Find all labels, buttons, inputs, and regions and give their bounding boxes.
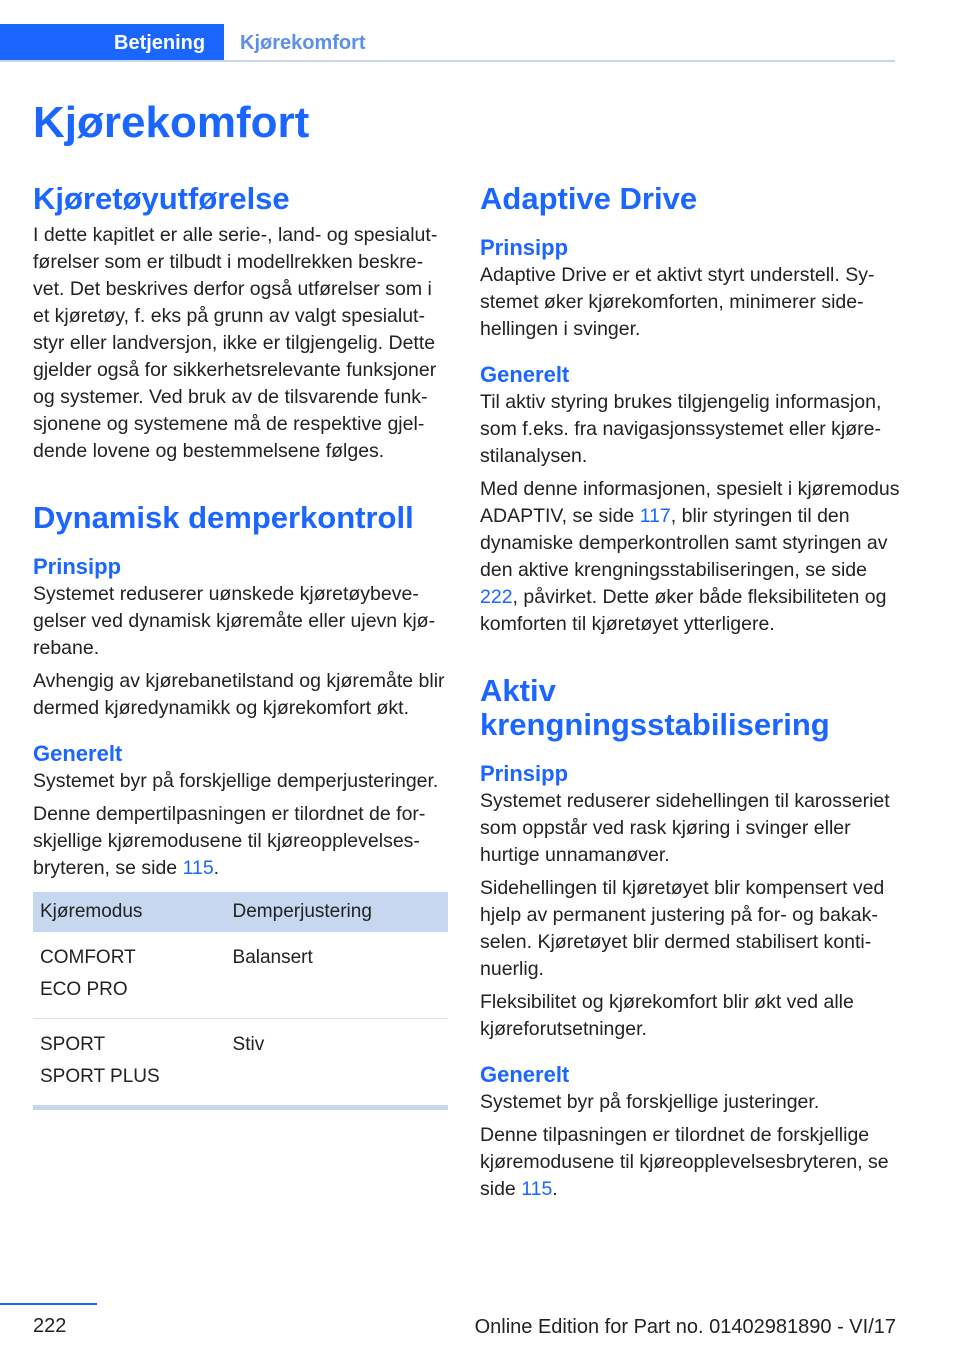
- subheading-general: Generelt: [480, 1062, 570, 1087]
- header-divider: [0, 60, 895, 62]
- section-title-active-roll-stabilization: Aktiv krengningsstabilisering: [480, 673, 830, 742]
- subheading-general: Generelt: [33, 741, 123, 766]
- paragraph: Til aktiv styring brukes tilgjengelig informasjon, som f.eks. fra navigasjonssystemet eller kjørestilanalysen.: [480, 391, 882, 467]
- page-link[interactable]: 222: [480, 586, 513, 608]
- mode-cell: ECO PRO: [40, 979, 128, 1000]
- page-link[interactable]: 115: [521, 1178, 553, 1200]
- paragraph: Avhengig av kjørebanetilstand og kjøremåte blir dermed kjøredynamikk og kjørekomfort økt.: [33, 670, 445, 719]
- section-title-dynamic-damper: Dynamisk demperkontroll: [33, 500, 414, 535]
- mode-cell: COMFORT: [40, 947, 136, 968]
- page-link[interactable]: 115: [182, 857, 214, 879]
- section-title-vehicle-version: Kjøretøyutførelse: [33, 181, 290, 216]
- subheading-general: Generelt: [480, 362, 570, 387]
- paragraph: Med denne informasjonen, spesielt i kjøremodus ADAPTIV, se side 117, blir styringen til den dynamiske demperkontrollen samt styringen av den aktive krengningsstabiliseringen, se side 222, påvirket. Dette øker både fleksibiliteten og komforten til kjøretøyet ytterligere.: [480, 478, 900, 635]
- left-column: [33, 182, 448, 1110]
- footer-divider: [0, 1303, 97, 1305]
- chapter-tab[interactable]: Kjørekomfort: [240, 32, 366, 54]
- subheading-principle: Prinsipp: [33, 554, 122, 579]
- subheading-principle: Prinsipp: [480, 235, 569, 260]
- mode-cell: SPORT PLUS: [40, 1066, 160, 1087]
- paragraph: Systemet byr på forskjellige demperjusteringer.: [33, 770, 439, 792]
- page-title: Kjørekomfort: [33, 98, 310, 147]
- right-column: [480, 182, 900, 1203]
- paragraph: I dette kapitlet er alle serie-, land- og spesialutførelser som er tilbudt i modellrekken beskrevet. Det beskrives derfor også utførelser som i et kjøretøy, f. eks på grunn av valgt spesialutstyr eller landversjon, ikke er tilgjengelig. Dette gjelder også for sikkerhetsrelevante funksjoner og systemer. Ved bruk av de tilsvarende funksjonene og systemene må de respektive gjeldende lovene og bestemmelsene følges.: [33, 224, 438, 462]
- page-number: 222: [33, 1315, 67, 1337]
- setting-cell: Balansert: [226, 932, 448, 1019]
- table-row: [33, 1019, 448, 1108]
- paragraph: Adaptive Drive er et aktivt styrt understell. Systemet øker kjørekomforten, minimerer sidehellingen i svinger.: [480, 264, 875, 340]
- table-row: [33, 932, 448, 1019]
- section-tab[interactable]: Betjening: [0, 24, 224, 62]
- paragraph: Sidehellingen til kjøretøyet blir kompensert ved hjelp av permanent justering på for- og bakakselen. Kjøretøyet blir dermed stabilisert kontinuerlig.: [480, 877, 885, 980]
- section-title-adaptive-drive: Adaptive Drive: [480, 181, 698, 216]
- setting-cell: Stiv: [226, 1019, 448, 1108]
- table-header-setting: Demperjustering: [226, 892, 448, 932]
- paragraph: Systemet byr på forskjellige justeringer.: [480, 1091, 820, 1113]
- table-header-mode: Kjøremodus: [33, 892, 226, 932]
- paragraph: Systemet reduserer sidehellingen til karosseriet som oppstår ved rask kjøring i svinger eller hurtige unnamanøver.: [480, 790, 890, 866]
- paragraph: Denne tilpasningen er tilordnet de forskjellige kjøremodusene til kjøreopplevelsesbryteren, se side 115.: [480, 1124, 889, 1200]
- mode-cell: SPORT: [40, 1034, 106, 1055]
- paragraph: Denne dempertilpasningen er tilordnet de forskjellige kjøremodusene til kjøreopplevelsesbryteren, se side 115.: [33, 803, 426, 879]
- damper-settings-table: [33, 892, 448, 1110]
- paragraph: Fleksibilitet og kjørekomfort blir økt ved alle kjøreforutsetninger.: [480, 991, 854, 1040]
- page-link[interactable]: 117: [639, 505, 671, 527]
- paragraph: Systemet reduserer uønskede kjøretøybevegelser ved dynamisk kjøremåte eller ujevn kjørebane.: [33, 583, 436, 659]
- edition-footer: Online Edition for Part no. 01402981890 - VI/17: [474, 1316, 896, 1338]
- subheading-principle: Prinsipp: [480, 761, 569, 786]
